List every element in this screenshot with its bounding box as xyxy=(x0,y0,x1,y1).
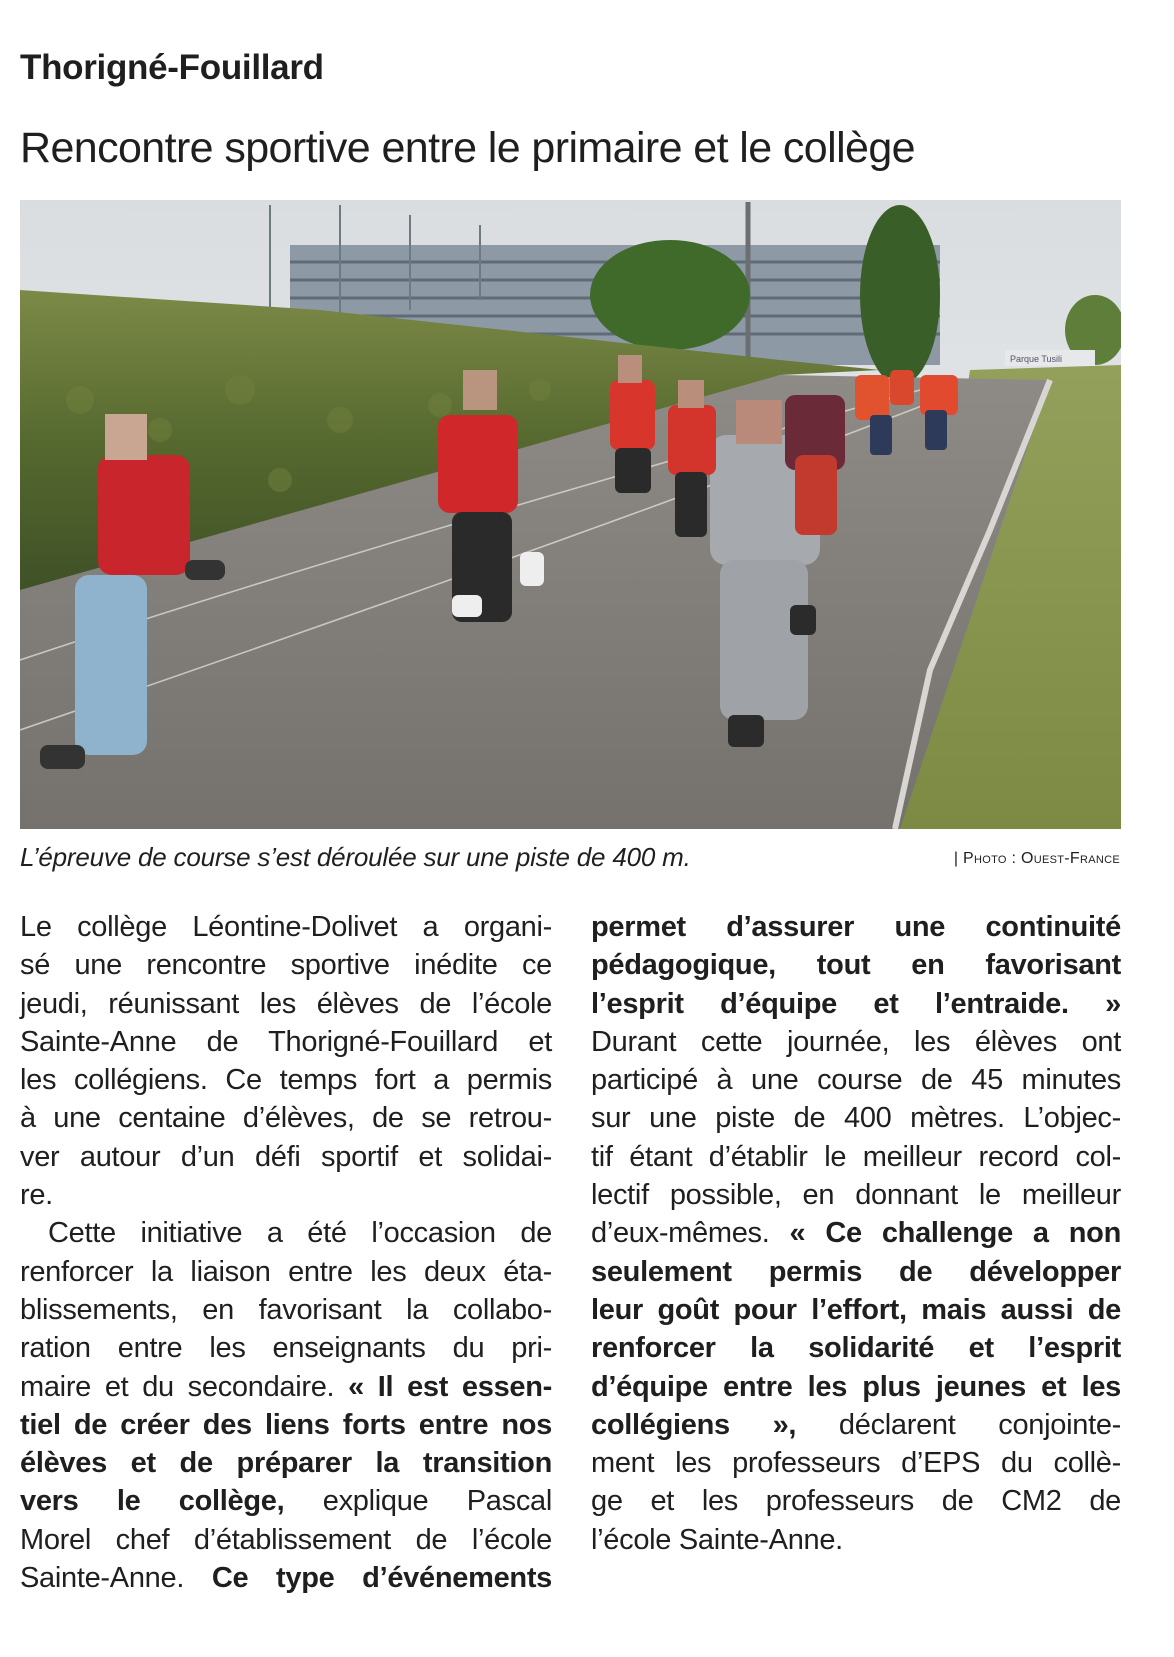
article-line xyxy=(591,1138,1121,1176)
article-line xyxy=(591,1061,1121,1099)
article-quote-text: « Il est essen- xyxy=(348,1370,552,1403)
article-photo xyxy=(20,200,1121,829)
article-quote-text: d’équipe entre les plus jeunes et les xyxy=(591,1370,1121,1403)
article-text: re. xyxy=(20,1179,53,1212)
article-line xyxy=(591,1406,1121,1444)
article-line xyxy=(20,1406,552,1444)
article-text: ver autour d’un défi sportif et solidai- xyxy=(20,1140,552,1173)
article-text: renforcer la liaison entre les deux éta- xyxy=(20,1255,552,1288)
article-quote-text: élèves et de préparer la transition xyxy=(20,1447,552,1480)
article-text: à une centaine d’élèves, de se retrou- xyxy=(20,1102,552,1135)
article-line xyxy=(20,1023,552,1061)
article-line xyxy=(591,1521,1121,1559)
article-column-2 xyxy=(591,908,1121,1559)
article-text: Durant cette journée, les élèves ont xyxy=(591,1025,1121,1058)
article-line xyxy=(591,1023,1121,1061)
article-text: Morel chef d’établissement de l’école xyxy=(20,1523,552,1556)
article-headline: Rencontre sportive entre le primaire et le collège xyxy=(20,124,915,172)
article-line xyxy=(591,1444,1121,1482)
article-line xyxy=(591,1176,1121,1214)
article-quote-text: permet d’assurer une continuité xyxy=(591,911,1121,943)
article-line xyxy=(591,1368,1121,1406)
article-line xyxy=(591,1253,1121,1291)
article-line xyxy=(20,1329,552,1367)
article-quote-text: « Ce challenge a non xyxy=(789,1217,1121,1250)
article-text: déclarent conjointe- xyxy=(796,1408,1122,1441)
article-quote-text: renforcer la solidarité et l’esprit xyxy=(591,1332,1121,1365)
article-text: tif étant d’établir le meilleur record col- xyxy=(591,1140,1121,1173)
article-text: Sainte-Anne de Thorigné-Fouillard et xyxy=(20,1025,552,1058)
article-quote-text: tiel de créer des liens forts entre nos xyxy=(20,1408,552,1441)
article-text: Sainte-Anne. xyxy=(20,1562,212,1595)
article-text: jeudi, réunissant les élèves de l’école xyxy=(20,987,552,1020)
article-line xyxy=(20,1099,552,1137)
article-line xyxy=(591,1482,1121,1520)
article-text: sur une piste de 400 mètres. L’objec- xyxy=(591,1102,1121,1135)
article-text: d’eux-mêmes. xyxy=(591,1217,790,1250)
article-text: maire et du secondaire. xyxy=(20,1370,349,1403)
article-quote-text: seulement permis de développer xyxy=(591,1255,1121,1288)
article-text: ment les professeurs d’EPS du collè- xyxy=(591,1447,1121,1480)
article-line xyxy=(591,946,1121,984)
article-line xyxy=(20,1444,552,1482)
article-line xyxy=(20,1368,552,1406)
article-quote-text: pédagogique, tout en favorisant xyxy=(591,949,1121,982)
article-text: Le collège Léontine-Dolivet a organi- xyxy=(20,911,552,943)
article-quote-text: leur goût pour l’effort, mais aussi de xyxy=(591,1293,1121,1326)
article-text: participé à une course de 45 minutes xyxy=(591,1064,1121,1097)
article-line xyxy=(20,1253,552,1291)
article-line xyxy=(20,1559,552,1597)
article-line xyxy=(20,1291,552,1329)
article-line xyxy=(20,1521,552,1559)
article-line xyxy=(591,1329,1121,1367)
article-line xyxy=(20,1176,552,1214)
article-text: ge et les professeurs de CM2 de xyxy=(591,1485,1121,1518)
article-line xyxy=(20,1138,552,1176)
article-quote-text: Ce type d’événements xyxy=(211,1562,552,1595)
article-line xyxy=(591,1214,1121,1252)
location-kicker: Thorigné-Fouillard xyxy=(20,48,324,87)
article-text: sé une rencontre sportive inédite ce xyxy=(20,949,552,982)
article-text: l’école Sainte-Anne. xyxy=(591,1523,843,1556)
article-column-1 xyxy=(20,908,552,1597)
article-line xyxy=(591,908,1121,946)
article-text: Cette initiative a été l’occasion de xyxy=(48,1217,552,1250)
article-quote-text: collégiens », xyxy=(591,1408,797,1441)
article-line xyxy=(591,1291,1121,1329)
article-line xyxy=(20,985,552,1023)
article-line xyxy=(20,1214,552,1252)
article-quote-text: l’esprit d’équipe et l’entraide. » xyxy=(591,987,1121,1020)
article-text: explique Pascal xyxy=(284,1485,553,1518)
article-line xyxy=(20,1482,552,1520)
background-sign: Parque Tusili xyxy=(1010,354,1063,364)
article-line xyxy=(591,1099,1121,1137)
article-line xyxy=(591,985,1121,1023)
article-text: ration entre les enseignants du pri- xyxy=(20,1332,552,1365)
article-line xyxy=(20,1061,552,1099)
article-quote-text: vers le collège, xyxy=(20,1485,285,1518)
photo-caption: L’épreuve de course s’est déroulée sur une piste de 400 m. xyxy=(20,842,691,872)
article-line xyxy=(20,946,552,984)
article-text: blissements, en favorisant la collabo- xyxy=(20,1293,552,1326)
article-text: lectif possible, en donnant le meilleur xyxy=(591,1179,1121,1212)
tree xyxy=(590,240,750,350)
article-line xyxy=(20,908,552,946)
article-text: les collégiens. Ce temps fort a permis xyxy=(20,1064,552,1097)
photo-credit: | Photo : Ouest-France xyxy=(953,850,1120,867)
